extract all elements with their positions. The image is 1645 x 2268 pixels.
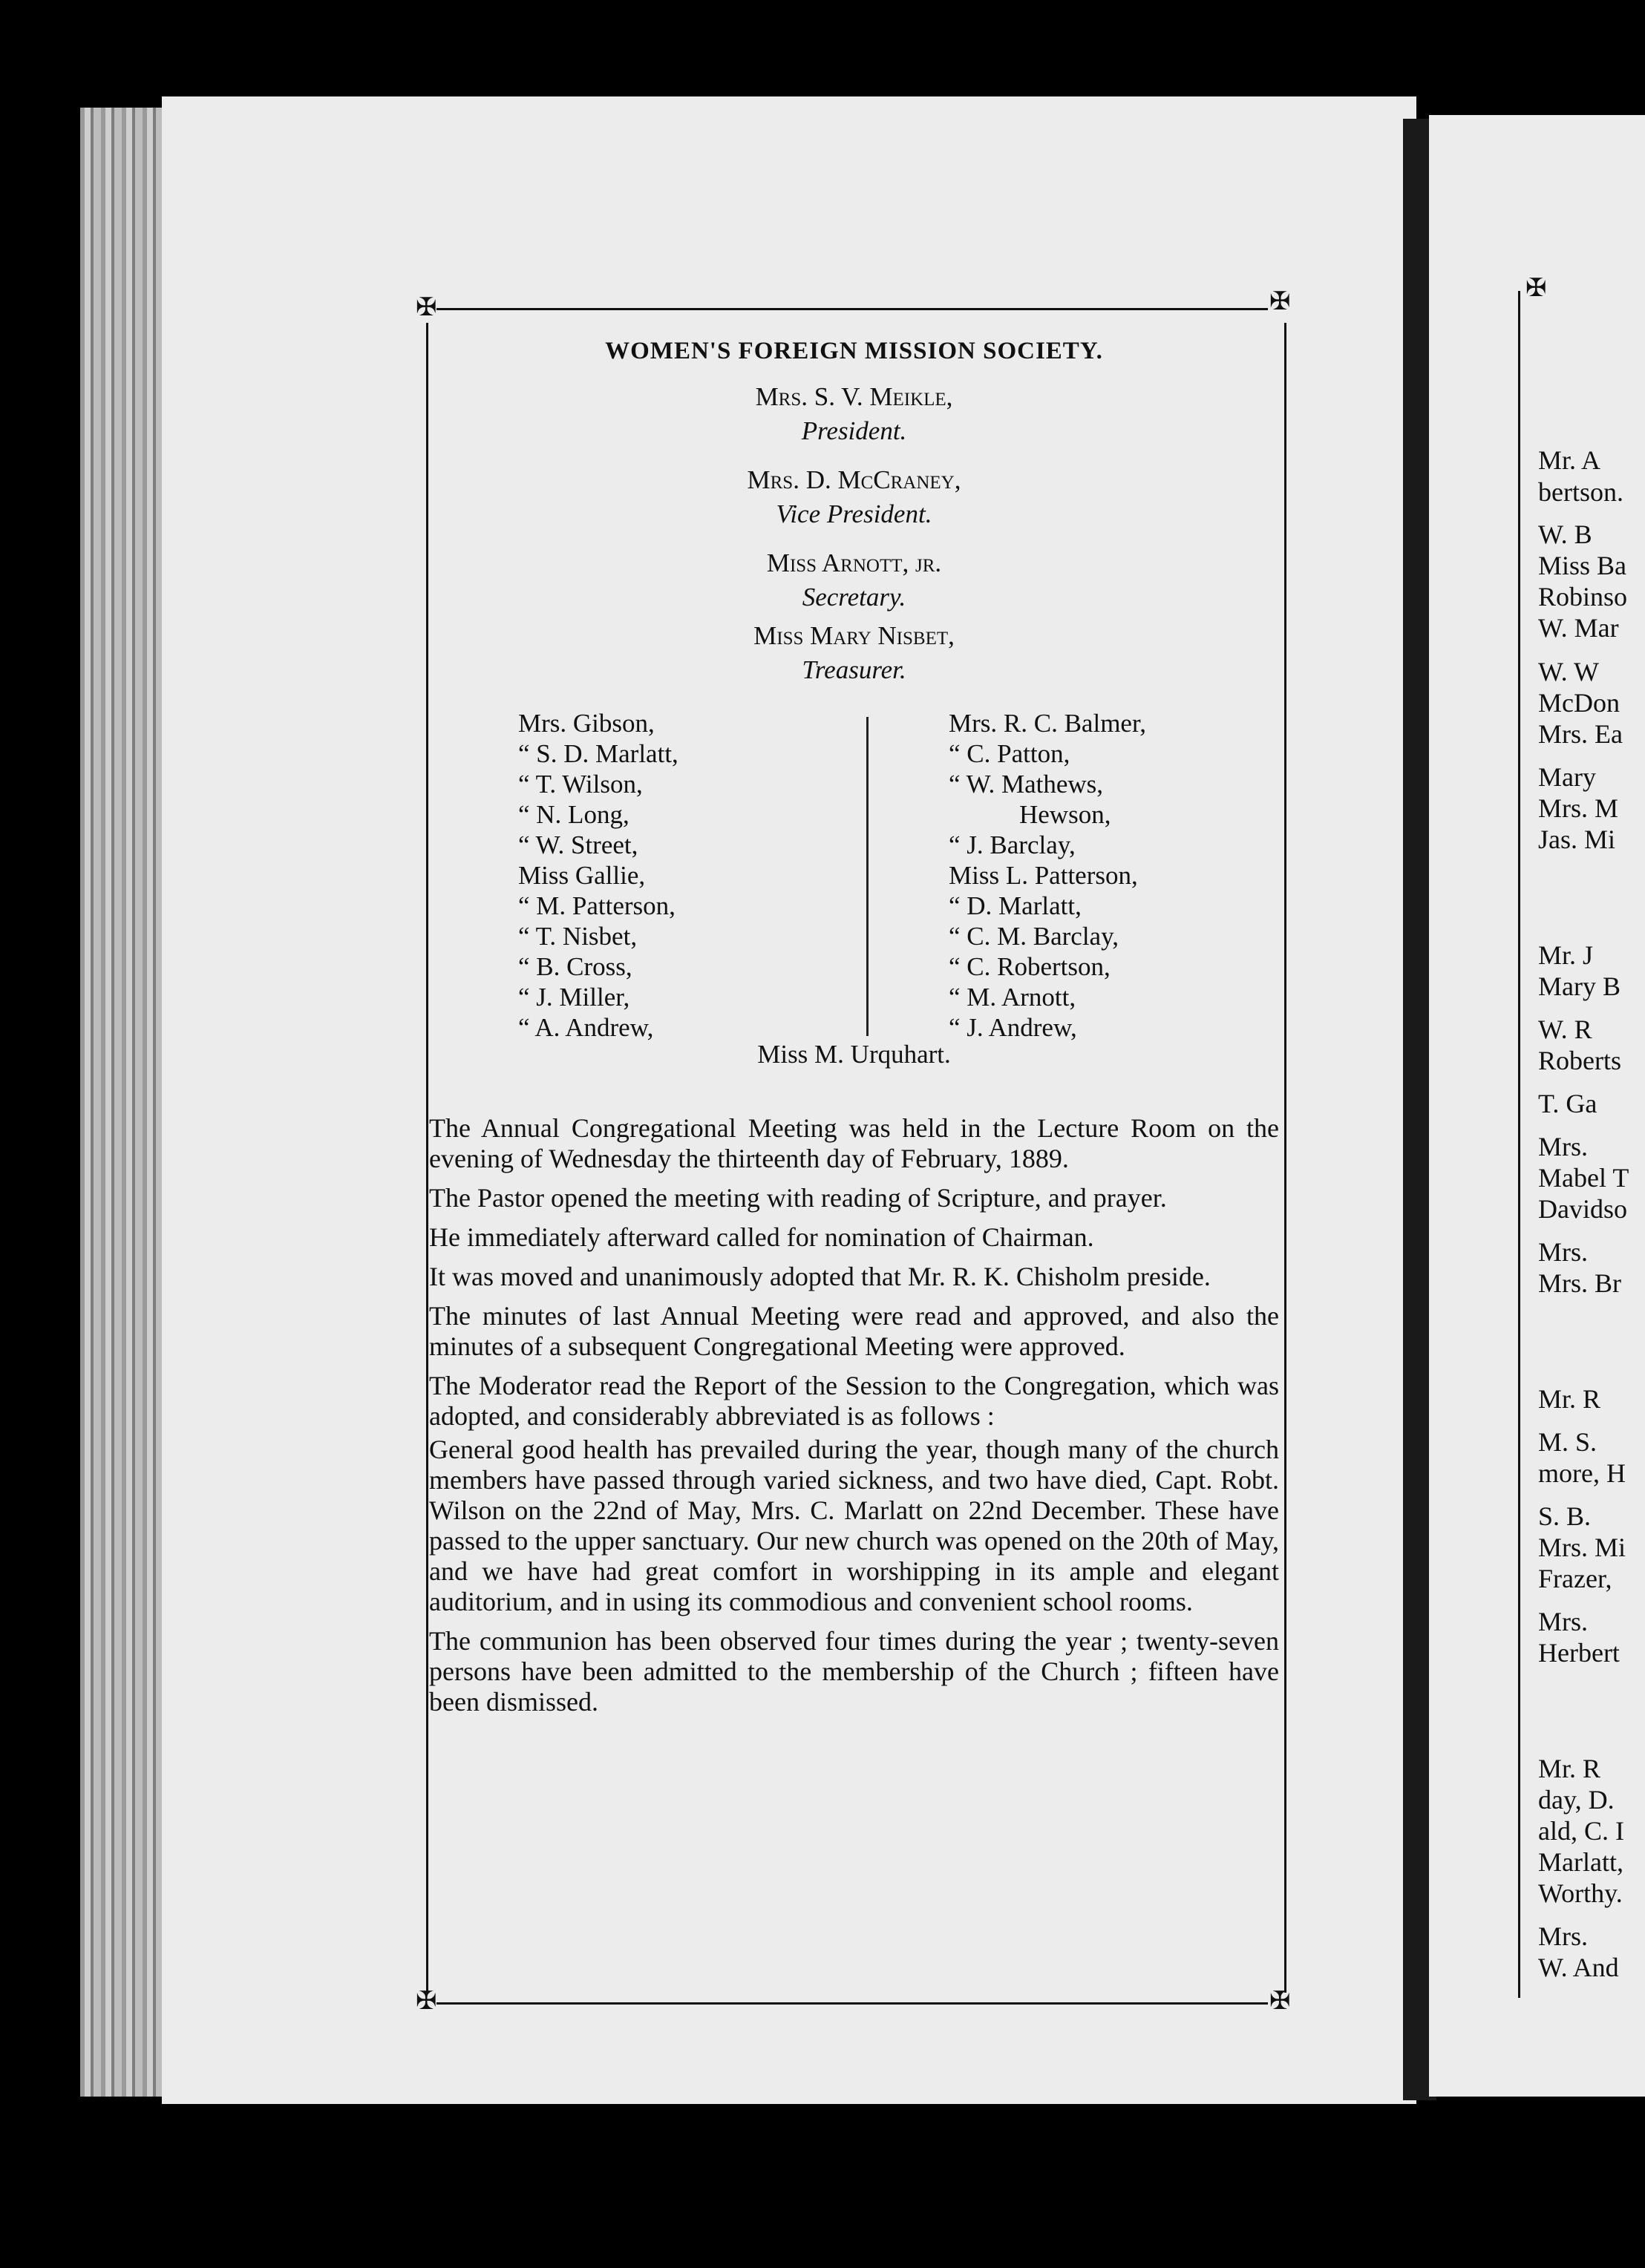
paragraph: It was moved and unanimously adopted that Mr. R. K. Chisholm preside. [429, 1262, 1211, 1291]
right-corner-ornament: ✠ [1525, 275, 1547, 302]
member-name: “ T. Wilson, [518, 770, 643, 799]
corner-ornament: ✠ [416, 294, 437, 321]
member-name: “ J. Miller, [518, 983, 630, 1012]
member-name: “ W. Street, [518, 830, 638, 859]
corner-ornament: ✠ [1269, 288, 1291, 315]
member-name: “ W. Mathews, [949, 770, 1104, 799]
member-name: “ T. Nisbet, [518, 922, 638, 951]
member-name: Miss Gallie, [518, 861, 646, 890]
right-page [1429, 115, 1645, 2097]
member-name: Mrs. Gibson, [518, 709, 655, 738]
officer-name: Miss Mary Nisbet, [753, 621, 955, 650]
paragraph: The minutes of last Annual Meeting were read and approved, and also the minutes of a subsequent Congregational Meeting were approved. [429, 1301, 1279, 1361]
right-line: Miss Ba [1538, 551, 1627, 580]
right-line: ald, C. I [1538, 1816, 1624, 1846]
officer-role: President. [801, 416, 907, 445]
paragraph: The Pastor opened the meeting with reading of Scripture, and prayer. [429, 1183, 1167, 1213]
right-line: W. B [1538, 520, 1592, 549]
member-name: Hewson, [1019, 800, 1111, 829]
right-line: Mr. R [1538, 1384, 1601, 1414]
member-column-left [518, 708, 678, 1043]
right-line: Mrs. M [1538, 793, 1619, 823]
right-line: Jas. Mi [1538, 825, 1616, 854]
corner-ornament: ✠ [1269, 1987, 1291, 2015]
right-line: Mary B [1538, 971, 1621, 1001]
right-line: Mrs. [1538, 1607, 1589, 1636]
paragraph: The Annual Congregational Meeting was held in the Lecture Room on the evening of Wednesday the thirteenth day of February, 1889. [429, 1113, 1279, 1173]
right-line: Mrs. Mi [1538, 1533, 1626, 1562]
member-name: “ A. Andrew, [518, 1013, 654, 1042]
right-line: Mr. A [1538, 445, 1601, 475]
corner-ornament: ✠ [416, 1987, 437, 2015]
paragraph: He immediately afterward called for nomination of Chairman. [429, 1222, 1094, 1252]
right-line: Mrs. Ea [1538, 719, 1623, 749]
officer-role: Secretary. [802, 583, 906, 612]
right-line: Mr. R [1538, 1754, 1601, 1783]
member-name: “ N. Long, [518, 800, 629, 829]
page-content [429, 338, 1279, 1717]
right-line: Herbert [1538, 1638, 1620, 1668]
member-name: “ S. D. Marlatt, [518, 739, 678, 768]
member-name: “ M. Patterson, [518, 891, 676, 920]
right-line: Mrs. Br [1538, 1268, 1622, 1298]
member-name: Mrs. R. C. Balmer, [949, 709, 1146, 738]
right-line: Frazer, [1538, 1564, 1612, 1593]
officer-role: Vice President. [776, 499, 932, 528]
right-line: Mrs. [1538, 1921, 1589, 1951]
paragraph: The Moderator read the Report of the Session to the Congregation, which was adopted, and considerably abbreviated is as follows : [429, 1371, 1279, 1431]
officer-name: Miss Arnott, jr. [766, 548, 942, 577]
right-line: day, D. [1538, 1785, 1615, 1815]
member-name: “ C. M. Barclay, [949, 922, 1119, 951]
right-line: Roberts [1538, 1046, 1621, 1075]
right-line: Mary [1538, 762, 1596, 792]
right-line: Robinso [1538, 582, 1628, 612]
right-line: Mrs. [1538, 1132, 1589, 1161]
right-line: M. S. [1538, 1427, 1597, 1457]
paragraph: The communion has been observed four times during the year ; twenty-seven persons have been admitted to the membership of the Church ; fifteen have been dismissed. [429, 1626, 1279, 1717]
member-name: “ C. Robertson, [949, 952, 1111, 981]
right-line: Mrs. [1538, 1237, 1589, 1267]
right-line: S. B. [1538, 1501, 1592, 1531]
member-name: “ D. Marlatt, [949, 891, 1082, 920]
right-line: Mabel T [1538, 1163, 1629, 1193]
member-name: “ C. Patton, [949, 739, 1070, 768]
right-line: Marlatt, [1538, 1847, 1623, 1877]
section-heading: WOMEN'S FOREIGN MISSION SOCIETY. [605, 338, 1103, 364]
member-name: “ B. Cross, [518, 952, 632, 981]
paragraph: General good health has prevailed during the year, though many of the church members have passed through varied sickness, and two have died, Capt. Robt. Wilson on the 22nd of May, Mrs. C. Marlatt on 22nd December. These have passed to the upper sanctuary. Our new church was opened on the 20th of May, and we have had great comfort in worshipping in its ample and elegant auditorium, and in using its commodious and convenient school rooms. [429, 1435, 1279, 1616]
member-name: “ M. Arnott, [949, 983, 1076, 1012]
right-line: McDon [1538, 688, 1620, 718]
right-line: more, H [1538, 1458, 1626, 1488]
member-name: Miss M. Urquhart. [757, 1040, 951, 1069]
officer-name: Mrs. D. McCraney, [747, 465, 961, 494]
right-line: W. And [1538, 1953, 1619, 1982]
member-column-right [949, 708, 1146, 1043]
right-line: bertson. [1538, 477, 1623, 507]
right-page-border [1518, 291, 1520, 1998]
member-name: Miss L. Patterson, [949, 861, 1138, 890]
right-line: W. W [1538, 657, 1600, 686]
right-line: Worthy. [1538, 1878, 1623, 1908]
column-divider [866, 717, 869, 1036]
book-edge [80, 108, 162, 2097]
member-name: “ J. Barclay, [949, 830, 1076, 859]
right-line: W. Mar [1538, 613, 1619, 643]
member-name: “ J. Andrew, [949, 1013, 1077, 1042]
officer-name: Mrs. S. V. Meikle, [755, 382, 953, 411]
right-line: Mr. J [1538, 940, 1594, 970]
right-line: Davidso [1538, 1194, 1627, 1224]
officer-role: Treasurer. [802, 655, 906, 684]
member-list [429, 708, 1279, 1094]
right-line: W. R [1538, 1015, 1592, 1044]
right-line: T. Ga [1538, 1089, 1597, 1118]
